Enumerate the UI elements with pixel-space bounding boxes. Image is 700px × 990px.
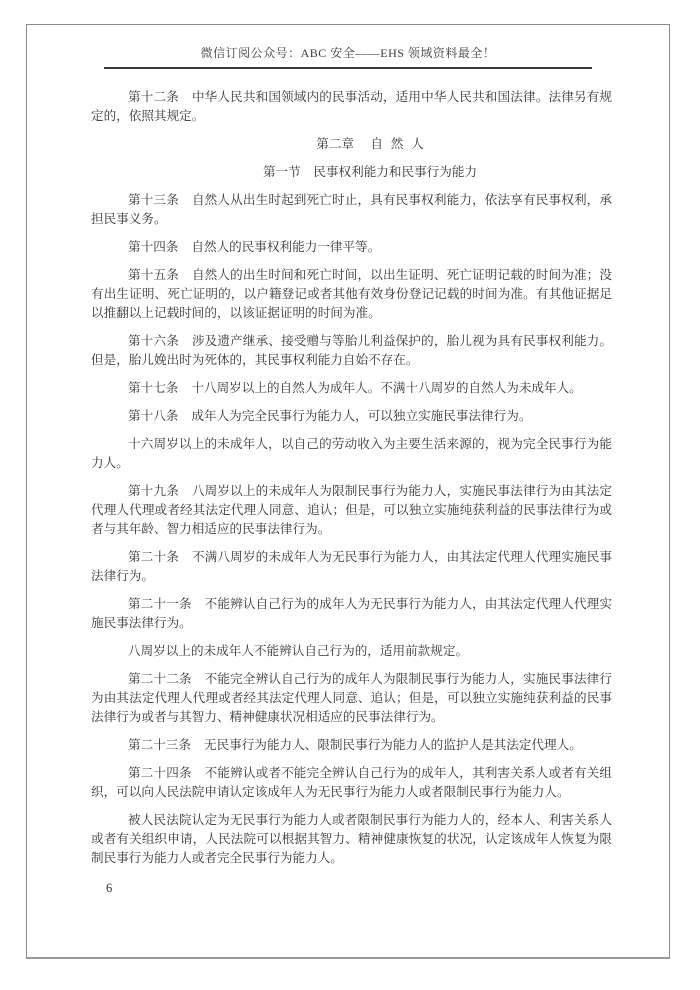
article-paragraph xyxy=(91,482,612,539)
continuation-paragraph xyxy=(91,811,612,868)
article-paragraph xyxy=(91,238,612,257)
article-number: 第十六条 xyxy=(128,334,179,348)
article-text: 八周岁以上的未成年人不能辨认自己行为的，适用前款规定。 xyxy=(128,644,469,658)
article-paragraph xyxy=(91,379,612,398)
article-text: 成年人为完全民事行为能力人，可以独立实施民事法律行为。 xyxy=(191,409,532,423)
article-number: 第十七条 xyxy=(128,381,179,395)
article-text: 中华人民共和国领域内的民事活动，适用中华人民共和国法律。法律另有规定的，依照其规定。 xyxy=(91,90,613,123)
section-number: 第一节 xyxy=(262,165,301,179)
article-number: 第二十四条 xyxy=(128,766,192,780)
section-title: 民事权利能力和民事行为能力 xyxy=(313,165,478,179)
section-heading xyxy=(91,163,612,182)
article-paragraph xyxy=(91,548,612,586)
chapter-number: 第二章 xyxy=(316,137,354,151)
article-paragraph xyxy=(91,595,612,633)
document-body xyxy=(91,88,612,868)
article-paragraph xyxy=(91,266,612,323)
article-number: 第十四条 xyxy=(128,240,179,254)
article-text: 无民事行为能力人、限制民事行为能力人的监护人是其法定代理人。 xyxy=(203,738,582,752)
article-paragraph xyxy=(91,407,612,426)
document-page xyxy=(26,24,670,959)
chapter-heading xyxy=(91,135,612,154)
article-text: 不能完全辨认自己行为的成年人为限制民事行为能力人，实施民事法律行为由其法定代理人代理或者经其法定代理人同意、追认；但是，可以独立实施纯获利益的民事法律行为或者与其智力、精神健康状况相适应的民事法律行为。 xyxy=(91,672,613,724)
article-number: 第十九条 xyxy=(128,484,179,498)
article-text: 不能辨认或者不能完全辨认自己行为的成年人，其利害关系人或者有关组织，可以向人民法院申请认定该成年人为无民事行为能力人或者限制民事行为能力人。 xyxy=(91,766,613,799)
article-number: 第二十条 xyxy=(128,550,179,564)
article-paragraph xyxy=(91,191,612,229)
header-banner xyxy=(104,46,592,69)
header-banner-text: 微信订阅公众号：ABC 安全——EHS 领域资料最全！ xyxy=(200,46,496,60)
article-text: 涉及遗产继承、接受赠与等胎儿利益保护的，胎儿视为具有民事权利能力。但是，胎儿娩出时为死体的，其民事权利能力自始不存在。 xyxy=(91,334,613,367)
article-paragraph xyxy=(91,736,612,755)
chapter-title: 自然人 xyxy=(370,137,432,151)
article-paragraph xyxy=(91,88,612,126)
article-number: 第二十三条 xyxy=(128,738,191,752)
article-text: 自然人从出生时起到死亡时止，具有民事权利能力，依法享有民事权利，承担民事义务。 xyxy=(91,193,613,226)
article-number: 第十八条 xyxy=(128,409,179,423)
article-text: 被人民法院认定为无民事行为能力人或者限制民事行为能力人的，经本人、利害关系人或者有关组织申请，人民法院可以根据其智力、精神健康恢复的状况，认定该成年人恢复为限制民事行为能力人或者完全民事行为能力人。 xyxy=(91,813,612,865)
article-number: 第十二条 xyxy=(128,90,179,104)
article-text: 自然人的出生时间和死亡时间，以出生证明、死亡证明记载的时间为准；没有出生证明、死亡证明的，以户籍登记或者其他有效身份登记记载的时间为准。有其他证据足以推翻以上记载时间的，以该证据证明的时间为准。 xyxy=(91,268,613,320)
article-text: 自然人的民事权利能力一律平等。 xyxy=(191,240,381,254)
page-number: 6 xyxy=(106,881,113,895)
article-text: 十六周岁以上的未成年人，以自己的劳动收入为主要生活来源的，视为完全民事行为能力人。 xyxy=(91,437,612,470)
continuation-paragraph xyxy=(91,642,612,661)
article-paragraph xyxy=(91,670,612,727)
article-paragraph xyxy=(91,764,612,802)
article-number: 第十三条 xyxy=(128,193,179,207)
article-number: 第十五条 xyxy=(128,268,179,282)
article-text: 八周岁以上的未成年人为限制民事行为能力人，实施民事法律行为由其法定代理人代理或者经其法定代理人同意、追认；但是，可以独立实施纯获利益的民事法律行为或者与其年龄、智力相适应的民事法律行为。 xyxy=(91,484,613,536)
article-paragraph xyxy=(91,332,612,370)
article-text: 不能辨认自己行为的成年人为无民事行为能力人，由其法定代理人代理实施民事法律行为。 xyxy=(91,597,613,630)
continuation-paragraph xyxy=(91,435,612,473)
article-text: 十八周岁以上的自然人为成年人。不满十八周岁的自然人为未成年人。 xyxy=(191,381,582,395)
article-text: 不满八周岁的未成年人为无民事行为能力人，由其法定代理人代理实施民事法律行为。 xyxy=(91,550,613,583)
article-number: 第二十二条 xyxy=(128,672,192,686)
article-number: 第二十一条 xyxy=(128,597,192,611)
